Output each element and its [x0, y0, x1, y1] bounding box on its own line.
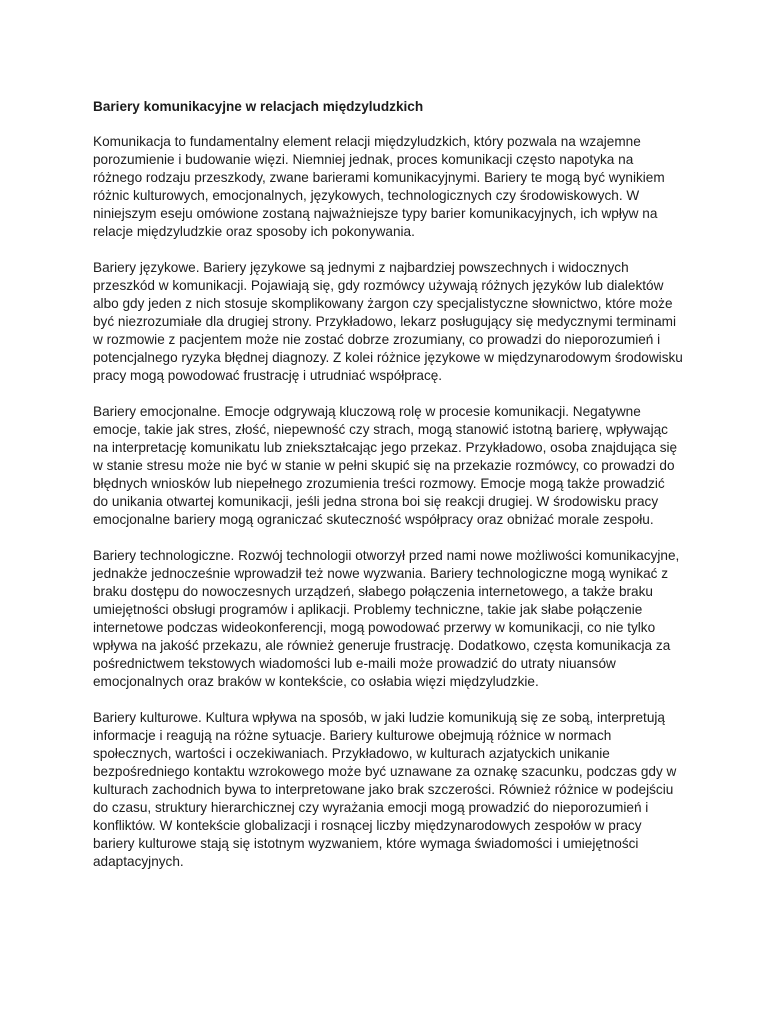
paragraph-technological-barriers: Bariery technologiczne. Rozwój technologii otworzył przed nami nowe możliwości komunikacyjne, jednakże jednocześnie wprowadził też nowe wyzwania. Bariery technologiczne mogą wynikać z braku dostępu do nowoczesnych urządzeń, słabego połączenia internetowego, a także braku umiejętności obsługi programów i aplikacji. Problemy techniczne, takie jak słabe połączenie internetowe podczas wideokonferencji, mogą powodować przerwy w komunikacji, co nie tylko wpływa na jakość przekazu, ale również generuje frustrację. Dodatkowo, częsta komunikacja za pośrednictwem tekstowych wiadomości lub e-maili może prowadzić do utraty niuansów emocjonalnych oraz braków w kontekście, co osłabia więzi międzyludzkie. — [93, 548, 680, 689]
paragraph-emotional-barriers: Bariery emocjonalne. Emocje odgrywają kluczową rolę w procesie komunikacji. Negatywne emocje, takie jak stres, złość, niepewność czy strach, mogą stanowić istotną barierę, wpływając na interpretację komunikatu lub zniekształcając jego przekaz. Przykładowo, osoba znajdująca się w stanie stresu może nie być w stanie w pełni skupić się na przekazie rozmówcy, co prowadzi do błędnych wniosków lub niepełnego zrozumienia treści rozmowy. Emocje mogą także prowadzić do unikania otwartej komunikacji, jeśli jedna strona boi się reakcji drugiej. W środowisku pracy emocjonalne bariery mogą ograniczać skuteczność współpracy oraz obniżać morale zespołu. — [93, 404, 678, 527]
document-title: Bariery komunikacyjne w relacjach międzyludzkich — [93, 99, 424, 114]
document-page — [93, 98, 683, 889]
paragraph-language-barriers: Bariery językowe. Bariery językowe są jednymi z najbardziej powszechnych i widocznych przeszkód w komunikacji. Pojawiają się, gdy rozmówcy używają różnych języków lub dialektów albo gdy jeden z nich stosuje skomplikowany żargon czy specjalistyczne słownictwo, które może być niezrozumiałe dla drugiej strony. Przykładowo, lekarz posługujący się medycznymi terminami w rozmowie z pacjentem może nie zostać dobrze zrozumiany, co prowadzi do nieporozumień i potencjalnego ryzyka błędnej diagnozy. Z kolei różnice językowe w międzynarodowym środowisku pracy mogą powodować frustrację i utrudniać współpracę. — [93, 260, 683, 383]
paragraph-cultural-barriers: Bariery kulturowe. Kultura wpływa na sposób, w jaki ludzie komunikują się ze sobą, interpretują informacje i reagują na różne sytuacje. Bariery kulturowe obejmują różnice w normach społecznych, wartości i oczekiwaniach. Przykładowo, w kulturach azjatyckich unikanie bezpośredniego kontaktu wzrokowego może być uznawane za oznakę szacunku, podczas gdy w kulturach zachodnich bywa to interpretowane jako brak szczerości. Również różnice w podejściu do czasu, struktury hierarchicznej czy wyrażania emocji mogą prowadzić do nieporozumień i konfliktów. W kontekście globalizacji i rosnącej liczby międzynarodowych zespołów w pracy bariery kulturowe stają się istotnym wyzwaniem, które wymaga świadomości i umiejętności adaptacyjnych. — [93, 710, 677, 869]
paragraph-introduction: Komunikacja to fundamentalny element relacji międzyludzkich, który pozwala na wzajemne porozumienie i budowanie więzi. Niemniej jednak, proces komunikacji często napotyka na różnego rodzaju przeszkody, zwane barierami komunikacyjnymi. Bariery te mogą być wynikiem różnic kulturowych, emocjonalnych, językowych, technologicznych czy środowiskowych. W niniejszym eseju omówione zostaną najważniejsze typy barier komunikacyjnych, ich wpływ na relacje międzyludzkie oraz sposoby ich pokonywania. — [93, 134, 665, 239]
